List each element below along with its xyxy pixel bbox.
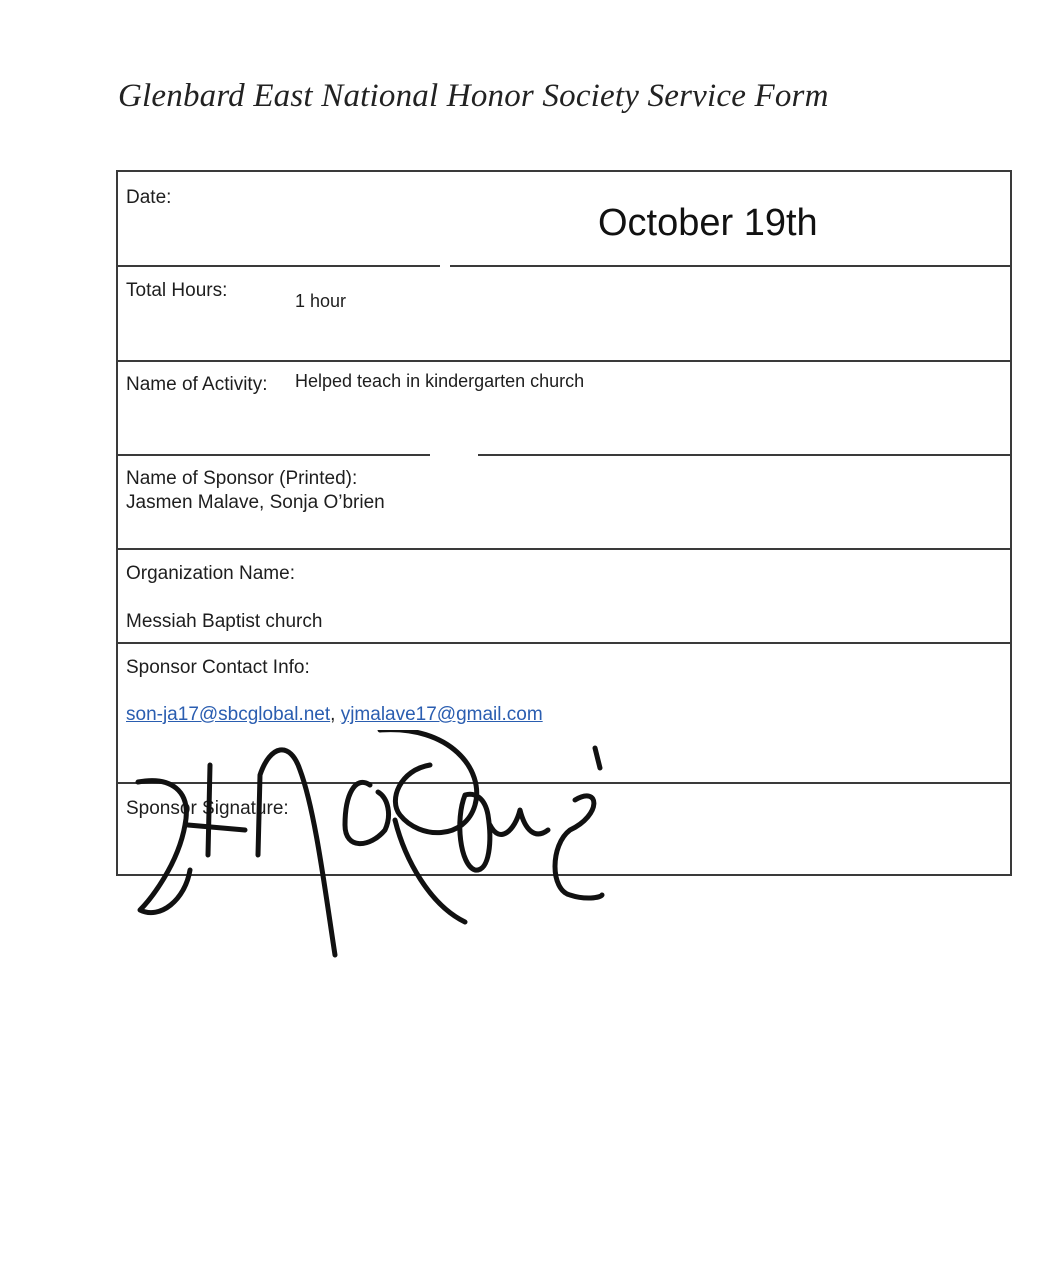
- signature-row: [118, 784, 1010, 878]
- total-hours-value: 1 hour: [295, 291, 347, 311]
- date-row: [118, 172, 1010, 267]
- total-hours-row: [118, 267, 1010, 362]
- activity-row: [118, 362, 1010, 456]
- service-form-table: [116, 170, 1012, 876]
- email-link-1[interactable]: son-ja17@sbcglobal.net: [126, 704, 331, 725]
- organization-value: Messiah Baptist church: [126, 611, 323, 632]
- organization-label: Organization Name:: [126, 563, 295, 584]
- signature-label: Sponsor Signature:: [126, 798, 289, 819]
- sponsor-name-label: Name of Sponsor (Printed):: [126, 468, 358, 489]
- date-value: October 19th: [598, 202, 818, 244]
- whiteout-mark: [430, 450, 478, 456]
- activity-label: Name of Activity:: [126, 374, 268, 395]
- email-separator: ,: [330, 704, 336, 725]
- activity-value: Helped teach in kindergarten church: [295, 371, 585, 391]
- contact-row: [118, 644, 1010, 784]
- email-link-2[interactable]: yjmalave17@gmail.com: [340, 704, 543, 725]
- organization-row: [118, 550, 1010, 644]
- contact-label: Sponsor Contact Info:: [126, 657, 310, 678]
- date-label: Date:: [126, 187, 172, 208]
- whiteout-mark: [440, 262, 450, 268]
- sponsor-name-value: Jasmen Malave, Sonja O’brien: [126, 492, 385, 513]
- contact-emails: [126, 704, 543, 726]
- form-title: Glenbard East National Honor Society Service Form: [118, 78, 829, 114]
- sponsor-name-row: [118, 456, 1010, 550]
- total-hours-label: Total Hours:: [126, 280, 228, 301]
